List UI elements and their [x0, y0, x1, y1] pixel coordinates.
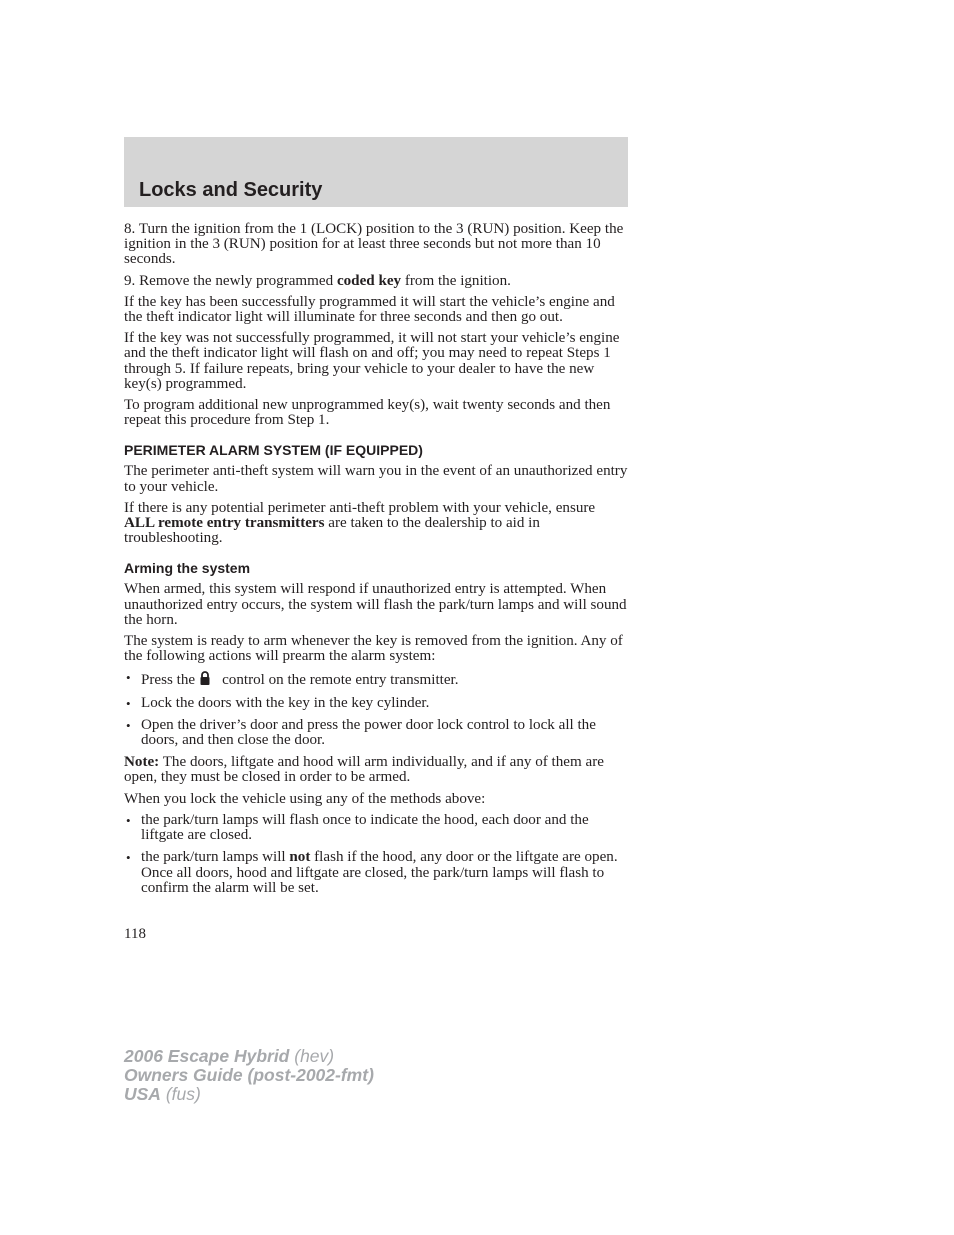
transmitters-emphasis: ALL remote entry transmitters	[124, 515, 325, 532]
bullet-marker: •	[126, 670, 131, 686]
not-emphasis: not	[289, 849, 311, 866]
perimeter-alarm-heading: PERIMETER ALARM SYSTEM (IF EQUIPPED)	[124, 442, 423, 459]
step-9-paragraph: 9. Remove the newly programmed coded key from the ignition.	[124, 272, 511, 289]
arming-paragraph-2: The system is ready to arm whenever the key is removed from the ignition. Any of the following actions will prearm the alarm system:	[124, 633, 623, 665]
page-number: 118	[124, 926, 146, 942]
lamp-behavior-list	[124, 813, 628, 896]
note-label: Note:	[124, 754, 160, 771]
failure-paragraph: If the key was not successfully programmed, it will not start your vehicle’s engine and the theft indicator light will flash on and off; you may need to repeat Steps 1 through 5. If failure repeats, bring your vehicle to your dealer to have the new key(s) programmed.	[124, 330, 620, 392]
section-title: Locks and Security	[139, 179, 323, 201]
list-item: • Open the driver’s door and press the power door lock control to lock all the doors, and then close the door.	[126, 716, 596, 749]
footer-line-1: 2006 Escape Hybrid (hev)	[124, 1046, 335, 1066]
note-paragraph: Note: The doors, liftgate and hood will arm individually, and if any of them are open, they must be closed in order to be armed.	[124, 754, 604, 786]
coded-key-emphasis: coded key	[336, 272, 402, 289]
perimeter-paragraph-2: If there is any potential perimeter anti-theft problem with your vehicle, ensure ALL remote entry transmitters are taken to the dealership to aid in troubleshooting.	[124, 499, 596, 547]
step-8-paragraph: 8. Turn the ignition from the 1 (LOCK) position to the 3 (RUN) position. Keep the ignition in the 3 (RUN) position for at least three seconds but not more than 10 seconds.	[124, 221, 624, 268]
page-content	[124, 222, 628, 903]
footer-line-2: Owners Guide (post-2002-fmt)	[124, 1065, 374, 1085]
additional-keys-paragraph: To program additional new unprogrammed key(s), wait twenty seconds and then repeat this procedure from Step 1.	[124, 397, 611, 429]
list-item: • the park/turn lamps will flash once to indicate the hood, each door and the liftgate are closed.	[126, 811, 589, 844]
list-item: • Press the control on the remote entry transmitter.	[126, 670, 459, 689]
bullet-marker: •	[126, 717, 131, 733]
prearm-actions-list	[124, 670, 628, 748]
arming-paragraph-3: When you lock the vehicle using any of the methods above:	[124, 790, 486, 807]
bullet-marker: •	[126, 850, 131, 866]
list-item: • Lock the doors with the key in the key cylinder.	[126, 694, 430, 711]
bullet-marker: •	[126, 812, 131, 828]
arming-heading: Arming the system	[124, 560, 251, 577]
document-footer	[124, 1047, 374, 1104]
list-item: • the park/turn lamps will not flash if the hood, any door or the liftgate are open. Once all doors, hood and liftgate are closed, the park/turn lamps will flash to confirm the alarm will be set.	[126, 849, 618, 896]
perimeter-paragraph-1: The perimeter anti-theft system will warn you in the event of an unauthorized entry to your vehicle.	[124, 463, 628, 495]
lock-icon	[198, 670, 212, 686]
arming-paragraph-1: When armed, this system will respond if unauthorized entry is attempted. When unauthorized entry occurs, the system will flash the park/turn lamps and will sound the horn.	[124, 581, 627, 628]
bullet-marker: •	[126, 695, 131, 711]
footer-line-3: USA (fus)	[124, 1084, 201, 1104]
success-paragraph: If the key has been successfully programmed it will start the vehicle’s engine and the theft indicator light will illuminate for three seconds and then go out.	[124, 293, 615, 326]
